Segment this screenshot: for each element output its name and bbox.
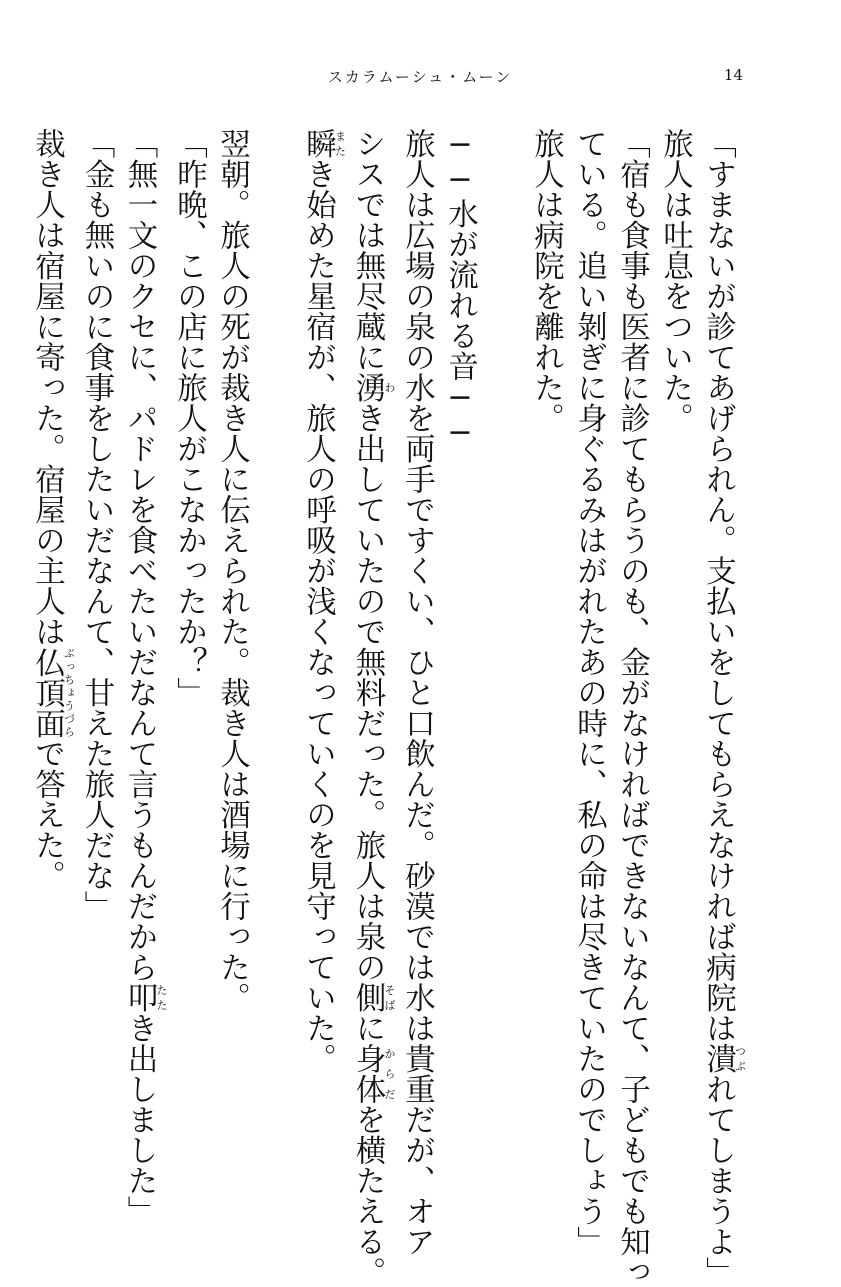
text-segment: に	[350, 1013, 385, 1044]
ruby-word	[122, 982, 157, 1013]
text-segment: 旅人は吐息をついた。	[658, 128, 693, 433]
body-text	[96, 128, 746, 1158]
text-segment: シスでは無尽蔵に	[350, 128, 385, 372]
text-segment: を横たえる。	[350, 1104, 385, 1287]
text-segment: き出しました」	[122, 1013, 157, 1227]
ruby-base: 仏頂面	[30, 647, 65, 739]
ruby-word	[30, 647, 65, 739]
ruby-base: 叩	[122, 982, 157, 1013]
text-segment: れてしまうよ」	[701, 1074, 736, 1287]
ruby-word	[350, 372, 385, 403]
text-line	[297, 128, 347, 1158]
text-line	[611, 128, 654, 1158]
text-line	[118, 128, 168, 1158]
text-line	[568, 128, 611, 1158]
text-segment: 「無一文のクセに、パドレを食べたいだなんて言うもんだから	[122, 128, 157, 982]
ruby-word	[350, 1043, 385, 1104]
ruby-reading: つぶ	[734, 1043, 747, 1074]
text-segment: で答えた。	[30, 738, 65, 891]
text-segment: ──水が流れる音──	[443, 128, 478, 451]
text-line	[26, 128, 76, 1158]
running-head: スカラムーシュ・ムーン	[300, 66, 540, 87]
blank-line	[254, 128, 297, 1158]
ruby-base: 瞬	[301, 128, 336, 159]
ruby-word	[301, 128, 336, 159]
blank-line	[482, 128, 525, 1158]
page-number: 14	[724, 66, 743, 84]
text-line	[697, 128, 747, 1158]
text-line	[525, 128, 568, 1158]
text-segment: 裁き人は宿屋に寄った。宿屋の主人は	[30, 128, 65, 647]
text-line	[346, 128, 396, 1158]
ruby-base: 湧	[350, 372, 385, 403]
ruby-reading: わ	[383, 372, 396, 403]
ruby-reading: からだ	[383, 1043, 396, 1104]
ruby-word	[701, 1043, 736, 1074]
text-segment: 翌朝。旅人の死が裁き人に伝えられた。裁き人は酒場に行った。	[215, 128, 250, 1013]
text-segment: 「昨晩、この店に旅人がこなかったか？」	[172, 128, 207, 708]
text-line	[654, 128, 697, 1158]
ruby-reading: また	[334, 128, 347, 159]
text-line	[396, 128, 439, 1158]
ruby-reading: そば	[383, 982, 396, 1013]
text-segment: 「すまないが診てあげられん。支払いをしてもらえなければ病院は	[701, 128, 736, 1043]
ruby-reading: ぶっちょうづら	[63, 647, 76, 739]
text-segment: 旅人は広場の泉の水を両手ですくい、ひと口飲んだ。砂漠では水は貴重だが、オア	[400, 128, 435, 1257]
ruby-base: 側	[350, 982, 385, 1013]
text-line	[75, 128, 118, 1158]
ruby-word	[350, 982, 385, 1013]
text-line	[168, 128, 211, 1158]
ruby-base: 身体	[350, 1043, 385, 1104]
text-segment: き始めた星宿が、旅人の呼吸が浅くなっていくのを見守っていた。	[301, 159, 336, 1074]
text-segment: 「金も無いのに食事をしたいだなんて、甘えた旅人だな」	[79, 128, 114, 921]
ruby-reading: たた	[155, 982, 168, 1013]
text-segment: 旅人は病院を離れた。	[529, 128, 564, 433]
text-segment: 「宿も食事も医者に診てもらうのも、金がなければできないなんて、子どもでも知っ	[615, 128, 650, 1287]
text-segment: ている。追い剝ぎに身ぐるみはがれたあの時に、私の命は尽きていたのでしょう」	[572, 128, 607, 1257]
ruby-base: 潰	[701, 1043, 736, 1074]
text-segment: き出していたので無料だった。旅人は泉の	[350, 403, 385, 983]
text-line	[211, 128, 254, 1158]
text-line	[439, 128, 482, 1158]
